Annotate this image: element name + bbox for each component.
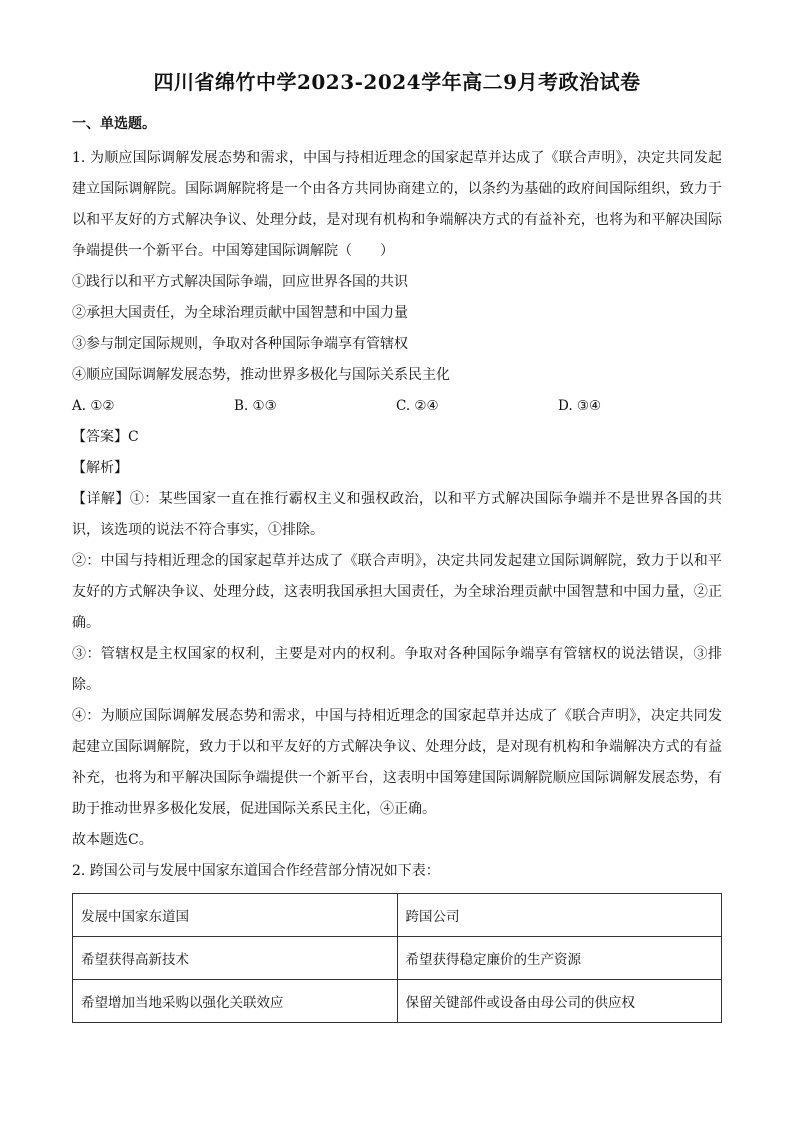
- document-page: [72, 66, 722, 1023]
- q1-item-3: ③参与制定国际规则，争取对各种国际争端享有管辖权: [72, 336, 408, 352]
- table-cell: 希望获得稳定廉价的生产资源: [397, 937, 722, 980]
- q1-conclusion: 故本题选C。: [72, 832, 153, 848]
- q1-detail-4: ④：为顺应国际调解发展态势和需求，中国与持相近理念的国家起草并达成了《联合声明》，决定共同发起建立国际调解院，致力于以和平友好的方式解决争议、处理分歧，是对现有机构和争端解决方式的有益补充，也将为和平解决国际争端提供一个新平台，这表明中国筹建国际调解院顺应国际调解发展态势，有助于推动世界多极化发展，促进国际关系民主化，④正确。: [72, 708, 722, 817]
- q1-options: [72, 391, 722, 422]
- table-row: [73, 937, 722, 980]
- q1-analysis-label: 【解析】: [72, 460, 128, 476]
- cooperation-table: [72, 893, 722, 1023]
- q1-detail-2: ②：中国与持相近理念的国家起草并达成了《联合声明》，决定共同发起建立国际调解院，致力于以和平友好的方式解决争议、处理分歧，这表明我国承担大国责任，为全球治理贡献中国智慧和中国力量，②正确。: [72, 553, 722, 631]
- table-cell: 跨国公司: [397, 894, 722, 937]
- q1-item-1: ①践行以和平方式解决国际争端，回应世界各国的共识: [72, 274, 408, 290]
- table-row: [73, 980, 722, 1023]
- q1-stem: 1. 为顺应国际调解发展态势和需求，中国与持相近理念的国家起草并达成了《联合声明》，决定共同发起建立国际调解院。国际调解院将是一个由各方共同协商建立的，以条约为基础的政府间国际组织，致力于以和平友好的方式解决争议、处理分歧，是对现有机构和争端解决方式的有益补充，也将为和平解决国际争端提供一个新平台。中国筹建国际调解院（ ）: [72, 150, 722, 259]
- table-cell: 发展中国家东道国: [73, 894, 398, 937]
- section-heading: 一、单选题。: [72, 116, 156, 132]
- table-row: [73, 894, 722, 937]
- q1-item-2: ②承担大国责任，为全球治理贡献中国智慧和中国力量: [72, 305, 408, 321]
- table-cell: 希望增加当地采购以强化关联效应: [73, 980, 398, 1023]
- table-cell: 希望获得高新技术: [73, 937, 398, 980]
- q1-item-4: ④顺应国际调解发展态势，推动世界多极化与国际关系民主化: [72, 367, 450, 383]
- q1-detail-1: 【详解】①：某些国家一直在推行霸权主义和强权政治，以和平方式解决国际争端并不是世界各国的共识，该选项的说法不符合事实，①排除。: [72, 491, 722, 538]
- q1-detail-3: ③：管辖权是主权国家的权利，主要是对内的权利。争取对各种国际争端享有管辖权的说法错误，③排除。: [72, 646, 722, 693]
- page-title: 四川省绵竹中学2023-2024学年高二9月考政治试卷: [153, 70, 641, 94]
- table-cell: 保留关键部件或设备由母公司的供应权: [397, 980, 722, 1023]
- option-a: A. ①②: [72, 398, 115, 414]
- q2-stem: 2. 跨国公司与发展中国家东道国合作经营部分情况如下表：: [72, 863, 440, 879]
- option-d: D. ③④: [558, 398, 602, 414]
- option-b: B. ①③: [234, 398, 277, 414]
- option-c: C. ②④: [396, 398, 439, 414]
- q1-answer: 【答案】C: [72, 429, 139, 445]
